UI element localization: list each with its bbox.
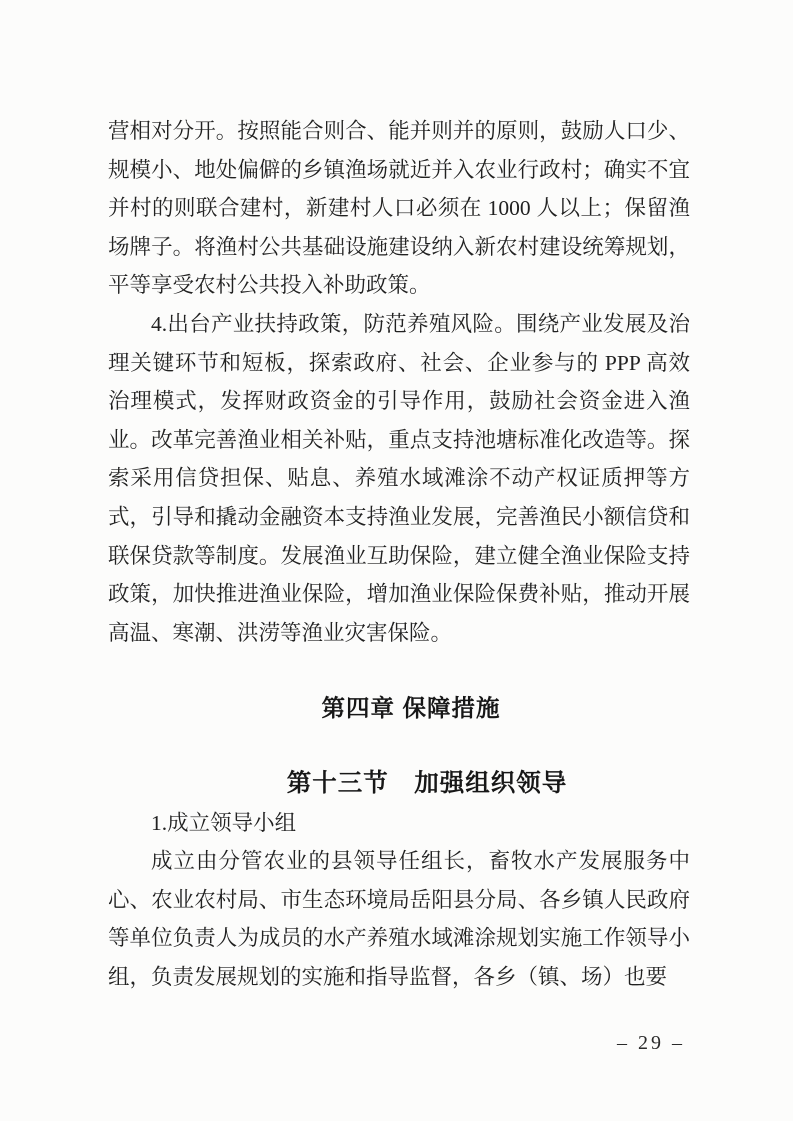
- paragraph-continuation: 营相对分开。按照能合则合、能并则并的原则，鼓励人口少、规模小、地处偏僻的乡镇渔场就近并入农业行政村；确实不宜并村的则联合建村，新建村人口必须在 1000 人以上；保留渔场牌子。将渔村公共基础设施建设纳入新农村建设统筹规划，平等享受农村公共投入补助政策。: [108, 119, 690, 298]
- numbered-item-leading-group: 1.成立领导小组: [151, 810, 297, 835]
- paragraph-policy-support: 4.出台产业扶持政策，防范养殖风险。围绕产业发展及治理关键环节和短板，探索政府、社会、企业参与的 PPP 高效治理模式，发挥财政资金的引导作用，鼓励社会资金进入渔业。改革完善渔业相关补贴，重点支持池塘标准化改造等。探索采用信贷担保、贴息、养殖水域滩涂不动产权证质押等方式，引导和撬动金融资本支持渔业发展，完善渔民小额信贷和联保贷款等制度。发展渔业互助保险，建立健全渔业保险支持政策，加快推进渔业保险，增加渔业保险保费补贴，推动开展高温、寒潮、洪涝等渔业灾害保险。: [108, 311, 690, 645]
- chapter-heading: 第四章 保障措施: [321, 695, 501, 722]
- paragraph-leading-group-detail: 成立由分管农业的县领导任组长，畜牧水产发展服务中心、农业农村局、市生态环境局岳阳县分局、各乡镇人民政府等单位负责人为成员的水产养殖水域滩涂规划实施工作领导小组，负责发展规划的实施和指导监督，各乡（镇、场）也要: [108, 849, 690, 989]
- document-body: [108, 112, 690, 996]
- page-number: – 29 –: [617, 1032, 685, 1054]
- section-heading: 第十三节 加强组织领导: [286, 769, 568, 797]
